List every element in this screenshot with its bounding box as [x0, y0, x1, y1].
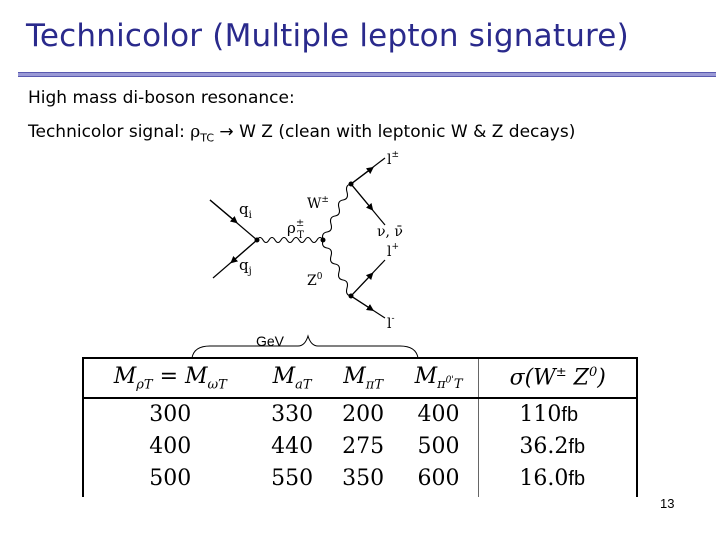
table-cell: 400: [149, 434, 192, 459]
rho-subscript: TC: [200, 131, 215, 145]
table-cell: 400: [417, 402, 460, 427]
label-qj: $q_j$: [239, 256, 252, 277]
header-m-pi0: $M_{\pi^{0'}T}$: [399, 358, 479, 398]
unit-label-gev: GeV: [256, 333, 285, 349]
table-cell: [519, 399, 632, 431]
label-lepton-plus: l+: [387, 242, 400, 260]
w-propagator: [323, 184, 352, 240]
label-z: $Z^0$: [307, 272, 323, 289]
label-rho: ρ± T: [287, 218, 305, 241]
header-sigma: σ(W± $Z^0$): [479, 358, 637, 398]
label-lepton-minus: l-: [387, 314, 395, 332]
slide-title: Technicolor (Multiple lepton signature): [26, 18, 629, 54]
arrow-icon: →: [214, 122, 240, 142]
rho-symbol: ρ: [190, 122, 201, 142]
table-cell: 350: [342, 466, 385, 491]
table-body-row: [83, 398, 637, 497]
col-sigma: [479, 398, 637, 497]
table-cell: 275: [342, 434, 385, 459]
z-propagator: [323, 240, 352, 296]
feynman-diagram: [195, 140, 435, 335]
table-cell: 550: [271, 466, 314, 491]
signal-suffix: W Z (clean with leptonic W & Z decays): [239, 122, 576, 142]
title-divider: [18, 72, 716, 77]
sigma-unit: fb: [568, 436, 586, 458]
label-lepton-top: l±: [387, 150, 400, 168]
header-m-a: $M_{aT}$: [257, 358, 328, 398]
table-cell: [519, 463, 632, 495]
signal-prefix: Technicolor signal:: [28, 122, 191, 142]
sigma-unit: fb: [561, 404, 579, 426]
table-cell: 600: [417, 466, 460, 491]
table-cell: 500: [417, 434, 460, 459]
label-qi: $q_i$: [239, 200, 252, 221]
mass-brace: [190, 328, 420, 358]
intro-text: High mass di-boson resonance:: [28, 88, 295, 108]
table-cell: 300: [149, 402, 192, 427]
header-m-rho: $M_{\rho T} = M_{\omega T}$: [83, 358, 257, 398]
page-number: 13: [660, 496, 675, 511]
sigma-unit: fb: [568, 468, 586, 490]
sigma-value: 110: [519, 402, 562, 427]
mass-table: [82, 357, 638, 497]
table-header-row: [83, 358, 637, 398]
col-m-pi: [328, 398, 399, 497]
table-cell: 500: [149, 466, 192, 491]
col-m-a: [257, 398, 328, 497]
table-cell: [519, 431, 632, 463]
sigma-value: 16.0: [519, 466, 569, 491]
table-cell: 440: [271, 434, 314, 459]
table-cell: 200: [342, 402, 385, 427]
col-m-rho: [83, 398, 257, 497]
table-cell: 330: [271, 402, 314, 427]
label-w: W±: [307, 195, 329, 212]
col-m-pi0: [399, 398, 479, 497]
sigma-value: 36.2: [519, 434, 569, 459]
rho-propagator: [257, 238, 323, 243]
label-neutrino: ν, ν̄: [377, 224, 403, 240]
header-m-pi: $M_{\pi T}$: [328, 358, 399, 398]
